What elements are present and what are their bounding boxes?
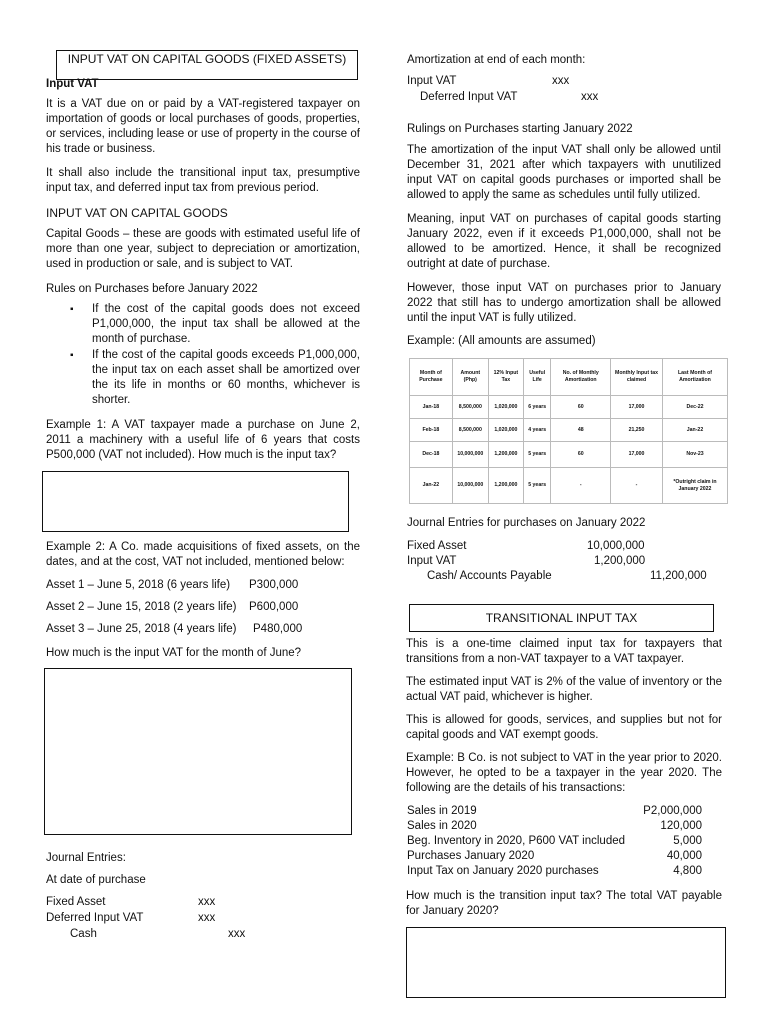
detail-value: 40,000 (666, 850, 702, 862)
je-debit: 1,200,000 (594, 555, 646, 567)
transitional-paragraph-2: The estimated input VAT is 2% of the value of inventory or the actual VAT paid, whichever is higher. (406, 676, 722, 703)
detail-row (407, 849, 702, 864)
asset-row (46, 600, 299, 615)
example-note-text: : (All amounts are assumed) (451, 335, 596, 347)
je-row (407, 554, 717, 569)
amortization-entry-row (407, 90, 627, 105)
table-header-cell: No. of Monthly Amortization (551, 359, 611, 396)
transitional-answer-box[interactable] (406, 927, 726, 998)
transitional-paragraph-1: This is a one-time claimed input tax for taxpayers that transitions from a non-VAT taxpayer to a VAT taxpayer. (406, 638, 722, 665)
asset-label: Asset 1 – June 5, 2018 (6 years life) (46, 579, 231, 591)
je-account: Input VAT (407, 555, 457, 567)
section-title-transitional-input-tax: TRANSITIONAL INPUT TAX (409, 604, 714, 632)
detail-label: Purchases January 2020 (407, 850, 535, 862)
amortization-heading: Amortization at end of each month: (407, 54, 586, 66)
table-header-cell: Month of Purchase (410, 359, 453, 396)
rulings-paragraph-2: Meaning, input VAT on purchases of capital goods starting January 2022, even if it exceeds P1,000,000, shall not be allowed to be amortized. Hence, it shall be recognized outright at date of purchase. (407, 213, 721, 270)
table-cell: 1,200,000 (488, 468, 523, 504)
table-cell: 6 years (523, 396, 550, 419)
table-cell: Jan-18 (410, 396, 453, 419)
journal-entry-row (46, 895, 306, 910)
capital-goods-heading: INPUT VAT ON CAPITAL GOODS (46, 206, 228, 220)
rulings-paragraph-1: The amortization of the input VAT shall only be allowed until December 31, 2021 after which taxpayers with unutilized input VAT on capital goods purchases or imported shall be allowed to apply the same as schedules until fully utilized. (407, 144, 721, 201)
input-vat-heading: Input VAT (46, 78, 99, 90)
detail-row (407, 834, 702, 849)
rule-item: ▪ If the cost of the capital goods does not exceed P1,000,000, the input tax shall be allowed at the month of purchase. (70, 302, 360, 347)
date-of-purchase-heading: At date of purchase (46, 874, 146, 886)
asset-amount: P300,000 (249, 579, 299, 591)
rules-list (70, 302, 360, 409)
table-cell: - (551, 468, 611, 504)
example-1-text: : A VAT taxpayer made a purchase on June 2, 2011 a machinery with a useful life of 6 years that costs P500,000 (VAT not included). How much is the input tax? (46, 419, 360, 461)
capital-goods-paragraph: Capital Goods – these are goods with estimated useful life of more than one year, subject to depreciation or amortization, used in production or sale, and is subject to VAT. (46, 228, 360, 270)
table-cell: Dec-18 (410, 442, 453, 468)
detail-value: 4,800 (673, 865, 702, 877)
transitional-paragraph-3: This is allowed for goods, services, and supplies but not for capital goods and VAT exempt goods. (406, 714, 722, 741)
rule-item: ▪ If the cost of the capital goods exceeds P1,000,000, the input tax on each asset shall be amortized over the its life in months or 60 months, whichever is shorter. (70, 348, 360, 408)
table-cell: Jan-22 (410, 468, 453, 504)
detail-label: Input Tax on January 2020 purchases (407, 865, 599, 877)
table-row (410, 396, 728, 419)
example-2-answer-box[interactable] (44, 668, 352, 835)
table-cell: *Outright claim in January 2022 (662, 468, 727, 504)
amortization-amount: xxx (552, 75, 570, 87)
example-1-label: Example 1 (46, 419, 104, 431)
detail-value: P2,000,000 (643, 805, 702, 817)
example-2 (46, 540, 360, 570)
je-account: Cash/ Accounts Payable (427, 570, 552, 582)
table-cell: 5 years (523, 442, 550, 468)
je-credit: 11,200,000 (650, 570, 707, 582)
table-cell: Jan-22 (662, 419, 727, 442)
table-cell: Feb-18 (410, 419, 453, 442)
table-cell: 8,500,000 (452, 396, 488, 419)
input-vat-paragraph-1: It is a VAT due on or paid by a VAT-registered taxpayer on importation of goods or local purchases of goods, properties, or services, including lease or use of property in the course of his trade or business. (46, 98, 360, 155)
asset-label: Asset 2 – June 15, 2018 (2 years life) (46, 601, 237, 613)
je-row (407, 539, 717, 554)
journal-entry-row (46, 911, 306, 926)
table-header-cell: Monthly Input tax claimed (611, 359, 663, 396)
table-cell: 1,020,000 (488, 419, 523, 442)
detail-label: Sales in 2020 (407, 820, 477, 832)
journal-entries-heading: Journal Entries: (46, 852, 126, 864)
example-2-label: Example 2: (46, 541, 106, 553)
asset-label: Asset 3 – June 25, 2018 (4 years life) (46, 623, 237, 635)
rules-heading: Rules on Purchases before January 2022 (46, 283, 258, 295)
transitional-example (406, 751, 722, 796)
section-title-input-vat-capital-goods: INPUT VAT ON CAPITAL GOODS (FIXED ASSETS) (56, 50, 358, 80)
amortization-table (409, 358, 728, 504)
rulings-paragraph-3: However, those input VAT on purchases prior to January 2022 that still has to undergo amortization shall be allowed until the input VAT is fully utilized. (407, 282, 721, 324)
table-row (410, 442, 728, 468)
table-cell: 8,500,000 (452, 419, 488, 442)
table-cell: 10,000,000 (452, 442, 488, 468)
table-cell: 60 (551, 396, 611, 419)
entry-debit: xxx (198, 912, 216, 924)
input-vat-paragraph-2: It shall also include the transitional input tax, presumptive input tax, and deferred input tax from previous period. (46, 167, 360, 194)
detail-label: Beg. Inventory in 2020, P600 VAT included (407, 835, 626, 847)
table-row (410, 468, 728, 504)
je-heading: Journal Entries for purchases on January 2022 (407, 517, 646, 529)
rulings-heading: Rulings on Purchases starting January 2022 (407, 123, 633, 135)
table-cell: 48 (551, 419, 611, 442)
je-account: Fixed Asset (407, 540, 467, 552)
detail-row (407, 864, 702, 879)
entry-debit: xxx (198, 896, 216, 908)
detail-row (407, 804, 702, 819)
example-2-text: A Co. made acquisitions of fixed assets, on the dates, and at the cost, VAT not included, mentioned below: (46, 541, 360, 568)
entry-credit: xxx (228, 928, 246, 940)
asset-row (46, 578, 299, 593)
table-header-cell: Amount (Php) (452, 359, 488, 396)
je-row (407, 569, 717, 584)
table-row (410, 419, 728, 442)
table-cell: 60 (551, 442, 611, 468)
table-cell: 21,250 (611, 419, 663, 442)
table-header-cell: Last Month of Amortization (662, 359, 727, 396)
entry-account: Cash (70, 928, 97, 940)
detail-value: 120,000 (660, 820, 702, 832)
amortization-amount: xxx (581, 91, 599, 103)
table-cell: Nov-23 (662, 442, 727, 468)
journal-entry-row (46, 927, 306, 942)
asset-amount: P480,000 (253, 623, 303, 635)
amortization-account: Input VAT (407, 75, 457, 87)
table-cell: 1,020,000 (488, 396, 523, 419)
transitional-question: How much is the transition input tax? The total VAT payable for January 2020? (406, 890, 722, 917)
asset-amount: P600,000 (249, 601, 299, 613)
transitional-example-text: : B Co. is not subject to VAT in the year prior to 2020. However, he opted to be a taxpayer in the year 2020. The following are the details of his transactions: (406, 752, 722, 794)
amortization-entry-row (407, 74, 627, 89)
table-header-cell: 12% Input Tax (488, 359, 523, 396)
table-cell: 10,000,000 (452, 468, 488, 504)
table-cell: - (611, 468, 663, 504)
transitional-example-label: Example (406, 752, 451, 764)
table-cell: 4 years (523, 419, 550, 442)
detail-label: Sales in 2019 (407, 805, 477, 817)
asset-row (46, 622, 303, 637)
example-note (407, 334, 596, 349)
table-cell: 1,200,000 (488, 442, 523, 468)
je-debit: 10,000,000 (587, 540, 645, 552)
entry-account: Fixed Asset (46, 896, 106, 908)
table-header-row (410, 359, 728, 396)
table-cell: 17,000 (611, 442, 663, 468)
detail-value: 5,000 (673, 835, 702, 847)
example-1-answer-box[interactable] (42, 471, 349, 532)
detail-row (407, 819, 702, 834)
table-header-cell: Useful Life (523, 359, 550, 396)
example-2-question: How much is the input VAT for the month of June? (46, 647, 302, 659)
table-cell: 5 years (523, 468, 550, 504)
example-label: Example (407, 335, 452, 347)
entry-account: Deferred Input VAT (46, 912, 144, 924)
amortization-account: Deferred Input VAT (420, 91, 518, 103)
table-cell: 17,000 (611, 396, 663, 419)
table-cell: Dec-22 (662, 396, 727, 419)
example-1 (46, 418, 360, 463)
